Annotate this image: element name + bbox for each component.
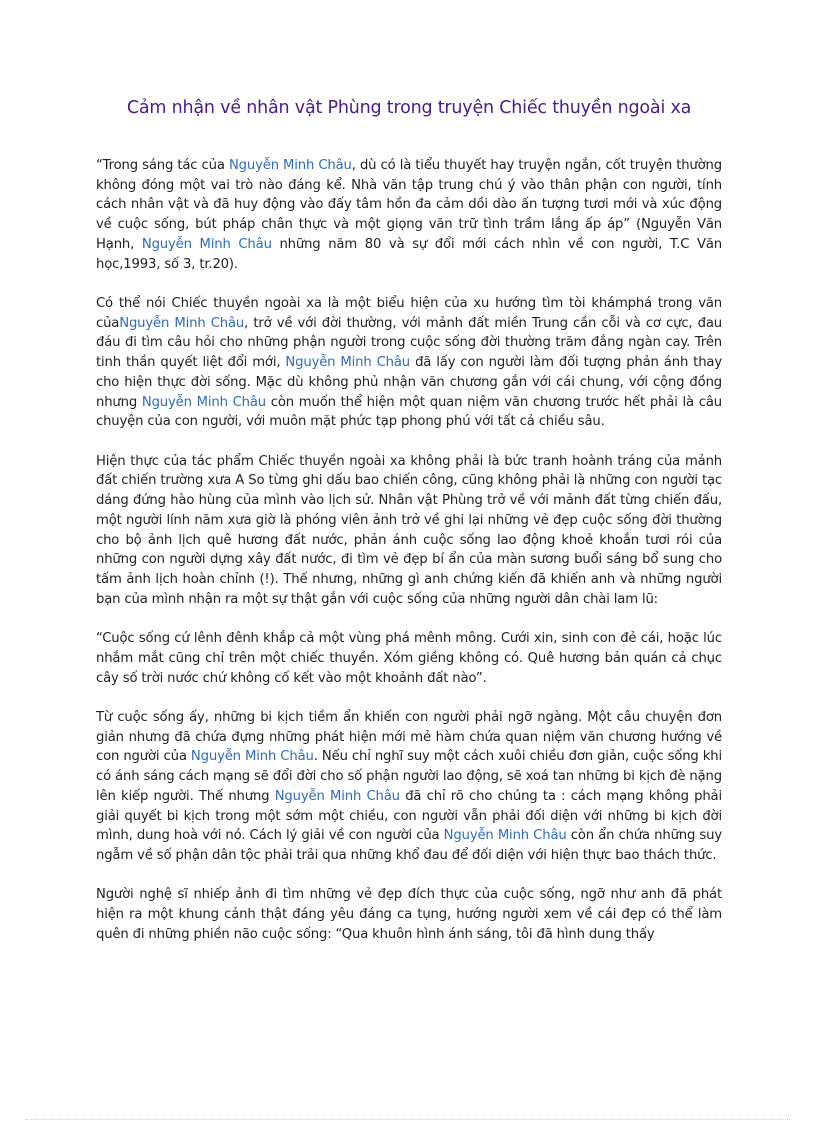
paragraph bbox=[96, 156, 722, 274]
paragraph-text: Hiện thực của tác phẩm Chiếc thuyền ngoài xa không phải là bức tranh hoành tráng của mảnh đất chiến trường xưa A So từng ghi dấu bao chiến công, cũng không phải là những con người tạc dáng đứng hào hùng của mình vào lịch sử. Nhân vật Phùng trở về với mảnh đất từng chiến đấu, một người lính năm xưa giờ là phóng viên ảnh trở về ghi lại những vẻ đẹp cuộc sống đời thường cho bộ ảnh lịch quê hương đất nước, phản ánh cuộc sống lao động khoẻ khoắn tươi rói của những con người dựng xây đất nước, đi tìm vẻ đẹp bí ẩn của màn sương buổi sáng bổ sung cho tấm ảnh lịch hoàn chỉnh (!). Thế nhưng, những gì anh chứng kiến đã khiến anh và những người bạn của mình nhận ra một sự thật gắn với cuộc sống của những người dân chài lam lũ: bbox=[96, 453, 722, 607]
paragraph-text: , trở về với đời thường, với mảnh đất miền Trung cần cỗi và cơ cực, đau đáu đi tìm câu hỏi cho những phận người trong cuộc sống đời thường trăm đắng ngàn cay. Trên tinh thần quyết liệt đổi mới, bbox=[96, 315, 722, 371]
paragraph bbox=[96, 885, 722, 944]
paragraph-text: còn muốn thể hiện một quan niệm văn chương trước hết phải là câu chuyện của con người, với muôn mặt phức tạp phong phú với tất cả chiều sâu. bbox=[96, 394, 722, 430]
paragraph bbox=[96, 294, 722, 432]
paragraph bbox=[96, 452, 722, 610]
paragraph-text: còn ẩn chứa những suy ngẫm về số phận dân tộc phải trải qua những khổ đau để đối diện với hiện thực bao thách thức. bbox=[96, 828, 722, 863]
paragraph-text: những năm 80 và sự đổi mới cách nhìn về con người, T.C Văn học,1993, số 3, tr.20). bbox=[96, 236, 723, 272]
author-link[interactable]: Nguyễn Minh Châu bbox=[141, 394, 266, 410]
author-link[interactable]: Nguyễn Minh Châu bbox=[443, 828, 567, 844]
author-link[interactable]: Nguyễn Minh Châu bbox=[119, 315, 245, 331]
paragraph bbox=[96, 708, 722, 866]
author-link[interactable]: Nguyễn Minh Châu bbox=[141, 236, 272, 252]
paragraph-text: Từ cuộc sống ấy, những bi kịch tiềm ẩn khiến con người phải ngỡ ngàng. Một câu chuyện đơn giản nhưng đã chứa đựng những phát hiện mới mẻ hàm chứa quan niệm văn chương hướng về con người của bbox=[96, 710, 722, 765]
author-link[interactable]: Nguyễn Minh Châu bbox=[228, 158, 352, 173]
document-body bbox=[96, 156, 722, 945]
paragraph-text: “Cuộc sống cứ lênh đênh khắp cả một vùng phá mênh mông. Cưới xin, sinh con đẻ cái, hoặc lúc nhắm mắt cũng chỉ trên một chiếc thuyền. Xóm giềng không có. Quê hương bản quán cả chục cây số trời nước chứ không cố kết vào một khoảnh đất nào”. bbox=[96, 631, 722, 686]
paragraph-text: đã chỉ rõ cho chúng ta : cách mạng không phải giải quyết bi kịch trong một sớm một chiều, con người vẫn phải đối diện với những bi kịch đời mình, dung hoà với nó. Cách lý giải về con người của bbox=[96, 788, 722, 844]
author-link[interactable]: Nguyễn Minh Châu bbox=[190, 749, 314, 765]
paragraph bbox=[96, 629, 722, 688]
paragraph-text: đã lấy con người làm đối tượng phản ánh thay cho hiện thực đời sống. Mặc dù không phủ nhận văn chương gắn với cái chung, với cộng đồng nhưng bbox=[96, 355, 722, 410]
author-link[interactable]: Nguyễn Minh Châu bbox=[285, 355, 411, 371]
page-bottom-divider bbox=[26, 1119, 790, 1120]
document-title: Cảm nhận về nhân vật Phùng trong truyện Chiếc thuyền ngoài xa bbox=[126, 98, 692, 118]
paragraph-text: , dù có là tiểu thuyết hay truyện ngắn, cốt truyện thường không đóng một vai trò nào đáng kể. Nhà văn tập trung chú ý vào thân phận con người, tính cách nhân vật và đã huy động vào đấy tâm hồn đa cảm dồi dào ấn tượng tươi mới và xúc động về cuộc sống, bút pháp chân thực và một giọng văn trữ tình trầm lắng ấp áp” (Nguyễn Văn Hạnh, bbox=[96, 158, 722, 252]
paragraph-text: “Trong sáng tác của bbox=[96, 158, 229, 173]
paragraph-text: Có thể nói Chiếc thuyền ngoài xa là một biểu hiện của xu hướng tìm tòi khámphá trong văn của bbox=[96, 296, 722, 331]
paragraph-text: . Nếu chỉ nghĩ suy một cách xuôi chiều đơn giản, cuộc sống khi có ánh sáng cách mạng sẽ đổi đời cho số phận người lao động, sẽ xoá tan những bi kịch đè nặng lên kiếp người. Thế nhưng bbox=[96, 749, 722, 804]
paragraph-text: Người nghệ sĩ nhiếp ảnh đi tìm những vẻ đẹp đích thực của cuộc sống, ngỡ như anh đã phát hiện ra một khung cảnh thật đáng yêu đáng ca tụng, hướng người xem về cái đẹp có thể làm quên đi những phiền não cuộc sống: “Qua khuôn hình ánh sáng, tôi đã hình dung thấy bbox=[96, 887, 722, 942]
document-page bbox=[96, 98, 722, 964]
author-link[interactable]: Nguyễn Minh Châu bbox=[274, 788, 400, 804]
